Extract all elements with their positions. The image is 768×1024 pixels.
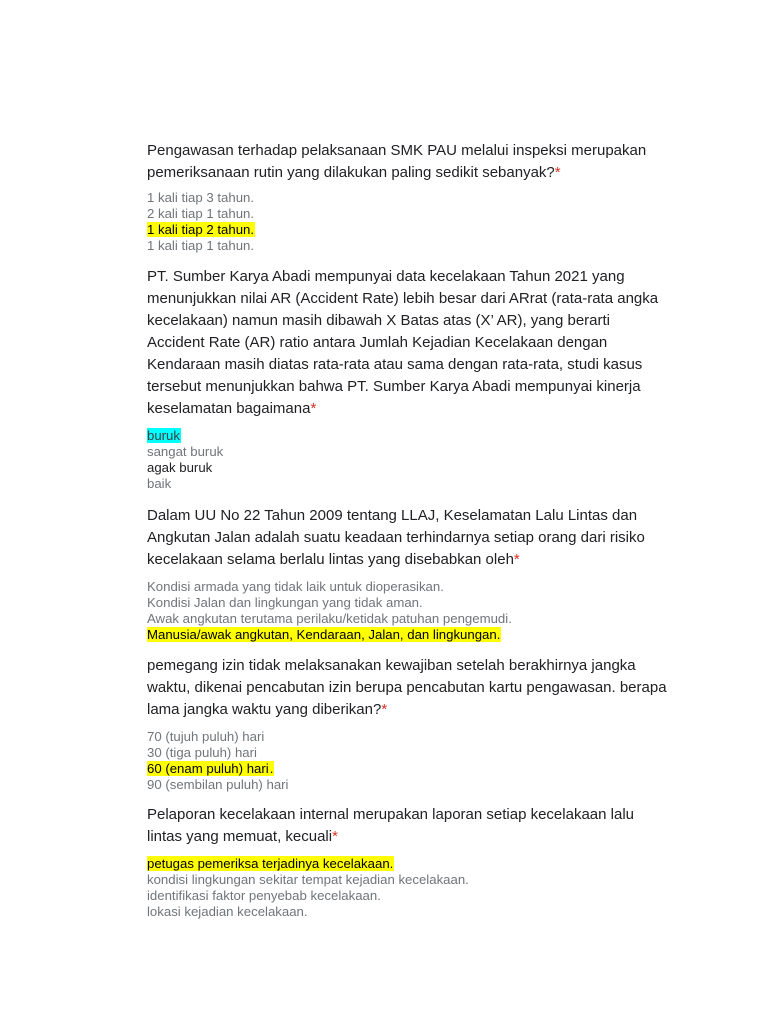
answer-option[interactable] <box>147 729 667 745</box>
option-label: 1 kali tiap 2 tahun. <box>147 222 255 237</box>
option-label: buruk <box>147 428 180 443</box>
answer-option[interactable] <box>147 872 667 888</box>
answer-option-highlighted[interactable] <box>147 761 667 777</box>
answer-option-highlighted[interactable] <box>147 856 667 872</box>
option-label: 90 (sembilan puluh) hari <box>147 777 289 792</box>
answer-option[interactable] <box>147 611 667 627</box>
question-text <box>147 655 667 721</box>
option-label: 2 kali tiap 1 tahun. <box>147 206 255 221</box>
option-label: 70 (tujuh puluh) hari <box>147 729 265 744</box>
option-label: 30 (tiga puluh) hari <box>147 745 257 760</box>
question-text <box>147 505 667 571</box>
question-5 <box>147 804 667 920</box>
option-label: 1 kali tiap 1 tahun. <box>147 238 255 253</box>
answer-option[interactable] <box>147 190 667 206</box>
answer-option[interactable] <box>147 745 667 761</box>
answer-options <box>147 190 667 254</box>
option-label: sangat buruk <box>147 444 224 459</box>
answer-option[interactable] <box>147 206 667 222</box>
answer-option-highlighted[interactable] <box>147 627 667 643</box>
option-label: 1 kali tiap 3 tahun. <box>147 190 255 205</box>
question-3 <box>147 505 667 643</box>
question-text <box>147 266 667 420</box>
answer-options <box>147 428 667 492</box>
answer-option[interactable] <box>147 888 667 904</box>
required-mark: * <box>513 551 520 568</box>
option-label: 60 (enam puluh) hari <box>147 761 269 776</box>
question-3-text: Dalam UU No 22 Tahun 2009 tentang LLAJ, Keselamatan Lalu Lintas dan Angkutan Jalan adalah suatu keadaan terhindarnya setiap orang dari risiko kecelakaan selama berlalu lintas yang disebabkan oleh <box>147 507 645 568</box>
required-mark: * <box>310 400 317 417</box>
option-label: petugas pemeriksa terjadinya kecelakaan. <box>147 856 394 871</box>
option-trailing-period: . <box>269 761 274 776</box>
question-text <box>147 140 667 184</box>
question-2-text: PT. Sumber Karya Abadi mempunyai data kecelakaan Tahun 2021 yang menunjukkan nilai AR (Accident Rate) lebih besar dari ARrat (rata-rata angka kecelakaan) namun masih dibawah X Batas atas (X’ AR), yang berarti Accident Rate (AR) ratio antara Jumlah Kejadian Kecelakaan dengan Kendaraan masih diatas rata-rata atau sama dengan rata-rata, studi kasus tersebut menunjukkan bahwa PT. Sumber Karya Abadi mempunyai kinerja keselamatan bagaimana <box>147 268 659 417</box>
option-label: agak buruk <box>147 460 213 475</box>
answer-options <box>147 729 667 793</box>
question-4-text: pemegang izin tidak melaksanakan kewajiban setelah berakhirnya jangka waktu, dikenai pencabutan izin berupa pencabutan kartu pengawasan. berapa lama jangka waktu yang diberikan? <box>147 657 667 718</box>
required-mark: * <box>554 164 561 181</box>
answer-option[interactable] <box>147 579 667 595</box>
answer-option[interactable] <box>147 904 667 920</box>
answer-option[interactable] <box>147 460 667 476</box>
option-label: identifikasi faktor penyebab kecelakaan. <box>147 888 381 903</box>
answer-option-highlighted[interactable] <box>147 222 667 238</box>
option-label: lokasi kejadian kecelakaan. <box>147 904 308 919</box>
required-mark: * <box>332 828 338 845</box>
answer-option[interactable] <box>147 595 667 611</box>
answer-options <box>147 579 667 643</box>
answer-option[interactable] <box>147 238 667 254</box>
answer-option[interactable] <box>147 476 667 492</box>
option-label: kondisi lingkungan sekitar tempat kejadian kecelakaan. <box>147 872 469 887</box>
option-label: Awak angkutan terutama perilaku/ketidak patuhan pengemudi. <box>147 611 512 626</box>
question-4 <box>147 655 667 793</box>
option-label: Kondisi Jalan dan lingkungan yang tidak aman. <box>147 595 423 610</box>
answer-option[interactable] <box>147 444 667 460</box>
question-5-text: Pelaporan kecelakaan internal merupakan laporan setiap kecelakaan lalu lintas yang memuat, kecuali <box>147 806 634 845</box>
question-2 <box>147 266 667 492</box>
answer-options <box>147 856 667 920</box>
question-1 <box>147 140 667 254</box>
option-label: Kondisi armada yang tidak laik untuk dioperasikan. <box>147 579 444 594</box>
required-mark: * <box>381 701 388 718</box>
answer-option-highlighted[interactable] <box>147 428 667 444</box>
option-label: Manusia/awak angkutan, Kendaraan, Jalan, dan lingkungan. <box>147 627 501 642</box>
option-label: baik <box>147 476 172 491</box>
question-text <box>147 804 667 848</box>
answer-option[interactable] <box>147 777 667 793</box>
question-1-text: Pengawasan terhadap pelaksanaan SMK PAU melalui inspeksi merupakan pemeriksanaan rutin yang dilakukan paling sedikit sebanyak? <box>147 142 647 181</box>
